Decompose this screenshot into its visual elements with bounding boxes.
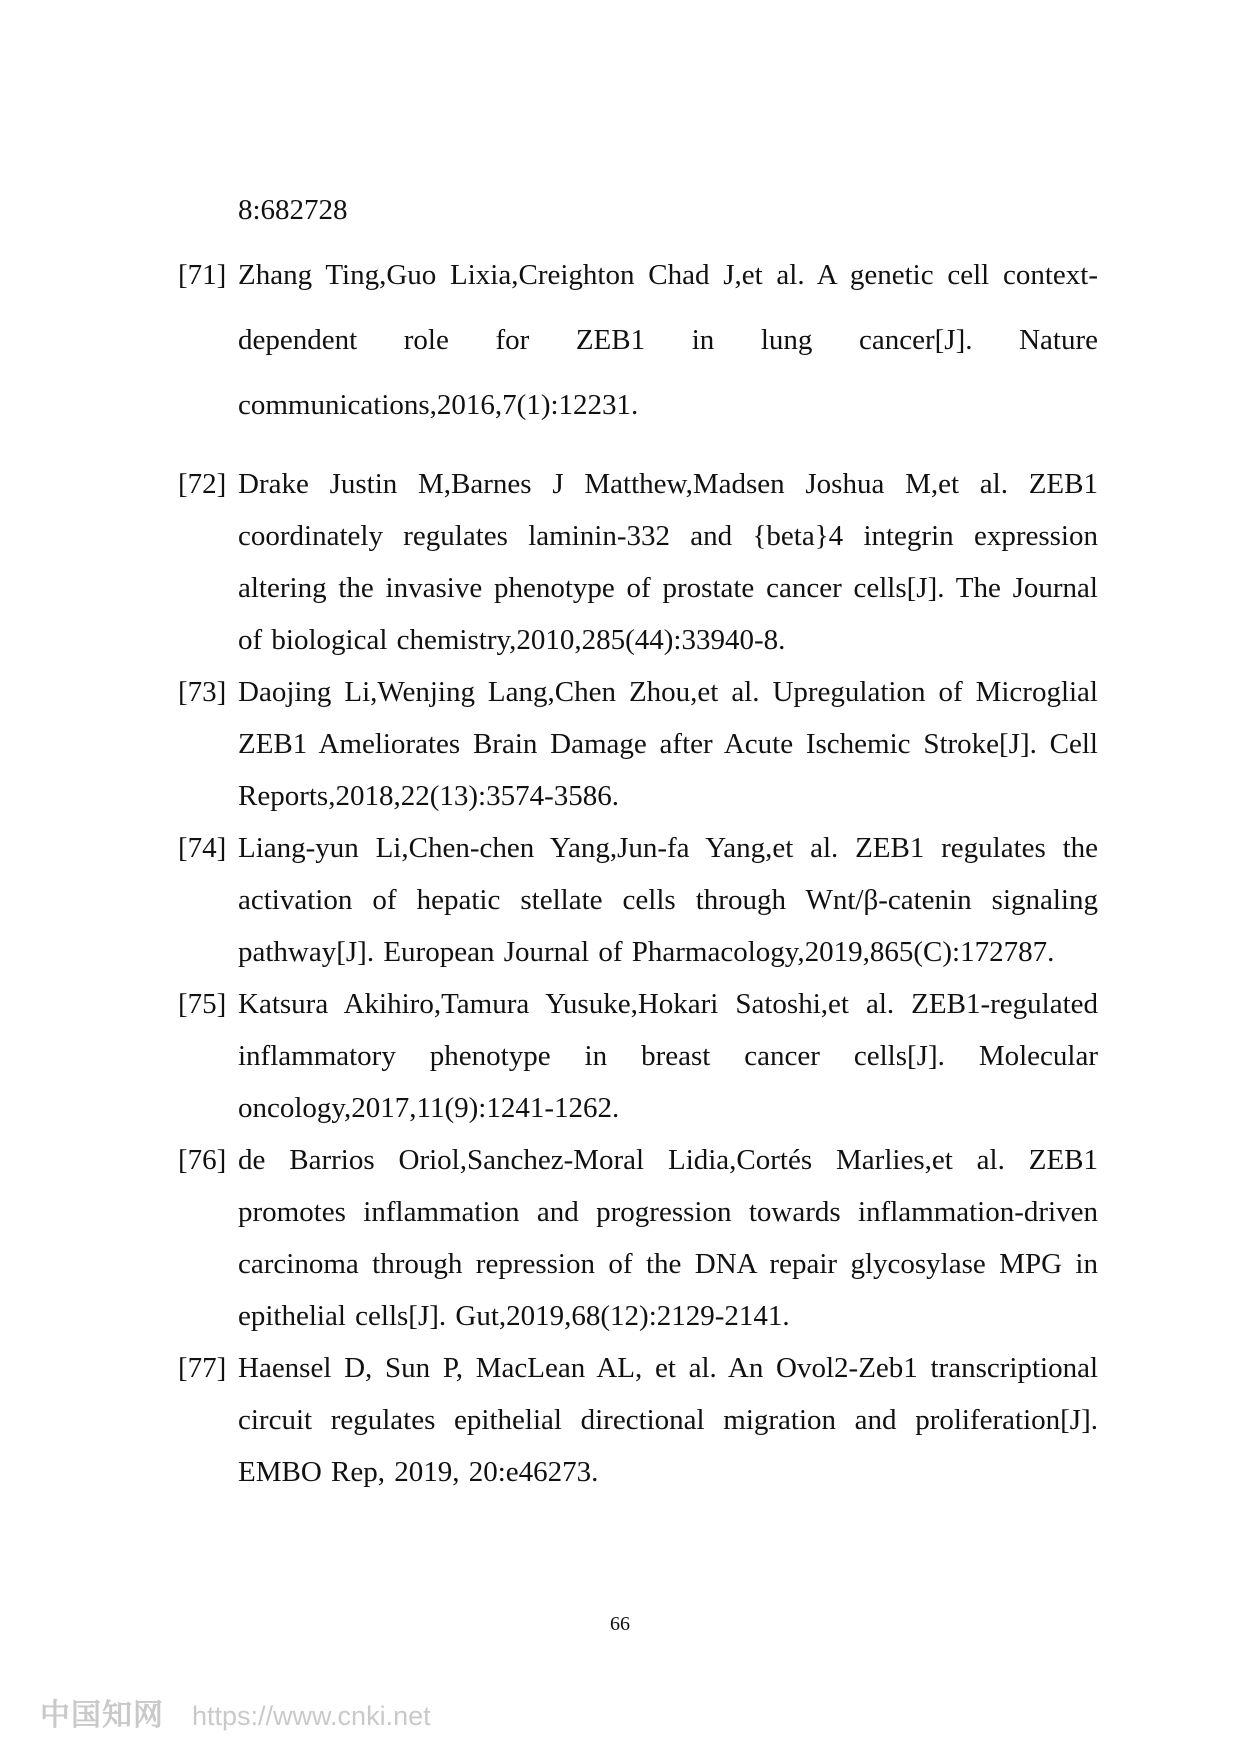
reference-continuation: 8:682728 [238,194,348,226]
cnki-url: https://www.cnki.net [192,1701,431,1731]
page-number: 66 [610,1613,630,1635]
reference-item [178,458,1098,666]
reference-list [178,243,1098,1498]
reference-item [178,978,1098,1134]
reference-number: [71] [178,259,227,291]
reference-text: Liang-yun Li,Chen-chen Yang,Jun-fa Yang,et al. ZEB1 regulates the activation of hepatic stellate cells through Wnt/β-catenin signaling pathway[J]. European Journal of Pharmacology,2019,865(C):172787. [238,832,1098,968]
reference-number: [74] [178,832,227,864]
reference-number: [73] [178,676,227,708]
reference-item [178,1342,1098,1498]
reference-number: [77] [178,1352,227,1384]
reference-number: [72] [178,468,227,500]
reference-item [178,1134,1098,1342]
cnki-logo: 中国知网 [40,1699,164,1732]
reference-number: [76] [178,1144,227,1176]
reference-item [178,666,1098,822]
reference-number: [75] [178,988,227,1020]
reference-text: de Barrios Oriol,Sanchez-Moral Lidia,Cortés Marlies,et al. ZEB1 promotes inflammation and progression towards inflammation-driven carcinoma through repression of the DNA repair glycosylase MPG in epithelial cells[J]. Gut,2019,68(12):2129-2141. [238,1144,1098,1332]
reference-text: Haensel D, Sun P, MacLean AL, et al. An Ovol2-Zeb1 transcriptional circuit regulates epithelial directional migration and proliferation[J]. EMBO Rep, 2019, 20:e46273. [238,1352,1098,1488]
cnki-watermark [40,1690,431,1734]
reference-text: Daojing Li,Wenjing Lang,Chen Zhou,et al. Upregulation of Microglial ZEB1 Ameliorates Brain Damage after Acute Ischemic Stroke[J]. Cell Reports,2018,22(13):3574-3586. [238,676,1098,812]
reference-text: Drake Justin M,Barnes J Matthew,Madsen Joshua M,et al. ZEB1 coordinately regulates laminin-332 and {beta}4 integrin expression altering the invasive phenotype of prostate cancer cells[J]. The Journal of biological chemistry,2010,285(44):33940-8. [238,468,1098,656]
reference-text: Zhang Ting,Guo Lixia,Creighton Chad J,et al. A genetic cell context-dependent role for ZEB1 in lung cancer[J]. Nature communications,2016,7(1):12231. [238,259,1098,421]
reference-item [178,822,1098,978]
reference-item [178,243,1098,438]
reference-text: Katsura Akihiro,Tamura Yusuke,Hokari Satoshi,et al. ZEB1-regulated inflammatory phenotype in breast cancer cells[J]. Molecular oncology,2017,11(9):1241-1262. [238,988,1098,1124]
